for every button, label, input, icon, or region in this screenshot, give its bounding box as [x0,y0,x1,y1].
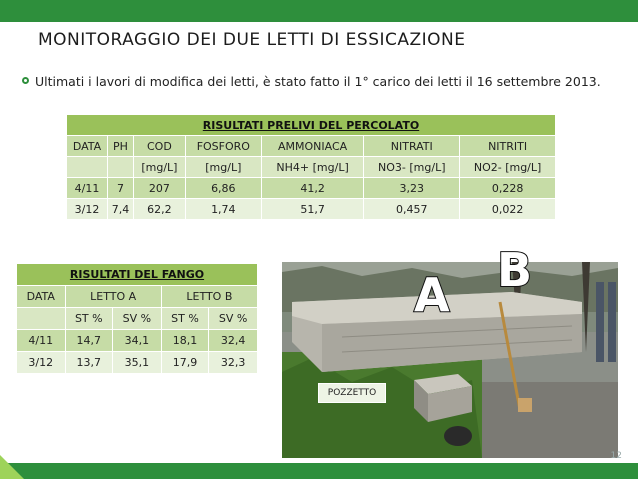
unit-cell: NO2- [mg/L] [460,157,556,178]
fango-table [16,263,258,374]
bullet-text: Ultimati i lavori di modifica dei letti, è stato fatto il 1° carico dei letti il 16 settembre 2013. [35,74,601,89]
unit-cell: NO3- [mg/L] [364,157,460,178]
table-cell: 51,7 [261,199,364,220]
table-cell: 32,4 [209,330,258,352]
subheader-cell: ST % [65,308,112,330]
drying-beds-illustration [282,262,618,458]
table-row [67,199,556,220]
table-cell: 3/12 [67,199,108,220]
table-row [17,330,258,352]
header-cell-letto-a: LETTO A [65,286,161,308]
table-cell: 32,3 [209,352,258,374]
header-cell: AMMONIACA [261,136,364,157]
table-cell: 0,022 [460,199,556,220]
page-number: 12 [610,451,622,461]
drying-beds-photo [282,262,618,458]
header-cell: COD [133,136,185,157]
table-cell: 14,7 [65,330,112,352]
table-cell: 4/11 [17,330,66,352]
unit-cell: NH4+ [mg/L] [261,157,364,178]
table-cell: 34,1 [112,330,161,352]
table-cell: 41,2 [261,178,364,199]
table-cell: 6,86 [185,178,261,199]
table-cell: 7 [108,178,134,199]
subheader-cell: ST % [161,308,208,330]
top-accent-bar [0,0,638,22]
subheader-cell: SV % [209,308,258,330]
header-cell: NITRITI [460,136,556,157]
bed-label-a: A [414,268,450,322]
table-row [67,178,556,199]
subheader-cell: SV % [112,308,161,330]
header-cell: DATA [17,286,66,308]
unit-cell: [mg/L] [185,157,261,178]
table-cell: 17,9 [161,352,208,374]
percolato-table-title: RISULTATI PRELIVI DEL PERCOLATO [67,115,556,136]
header-cell: FOSFORO [185,136,261,157]
table-cell: 1,74 [185,199,261,220]
pozzetto-callout: POZZETTO [318,383,386,403]
bullet-circle-icon [22,77,29,84]
table-cell: 3/12 [17,352,66,374]
bottom-accent-bar [0,463,638,479]
table-cell: 62,2 [133,199,185,220]
table-cell: 0,228 [460,178,556,199]
header-cell: PH [108,136,134,157]
header-cell: DATA [67,136,108,157]
percolato-table [66,114,556,220]
subheader-cell-empty [17,308,66,330]
table-cell: 207 [133,178,185,199]
header-cell: NITRATI [364,136,460,157]
bullet-item [22,74,601,89]
bed-label-b: B [497,243,533,297]
table-cell: 3,23 [364,178,460,199]
unit-cell [67,157,108,178]
fango-table-title: RISULTATI DEL FANGO [17,264,258,286]
slide-title: MONITORAGGIO DEI DUE LETTI DI ESSICAZIONE [38,30,466,50]
header-cell-letto-b: LETTO B [161,286,257,308]
unit-cell [108,157,134,178]
unit-cell: [mg/L] [133,157,185,178]
table-row [17,352,258,374]
table-cell: 7,4 [108,199,134,220]
table-cell: 35,1 [112,352,161,374]
table-cell: 0,457 [364,199,460,220]
table-cell: 4/11 [67,178,108,199]
table-cell: 13,7 [65,352,112,374]
table-cell: 18,1 [161,330,208,352]
corner-triangle-decoration [0,455,24,479]
